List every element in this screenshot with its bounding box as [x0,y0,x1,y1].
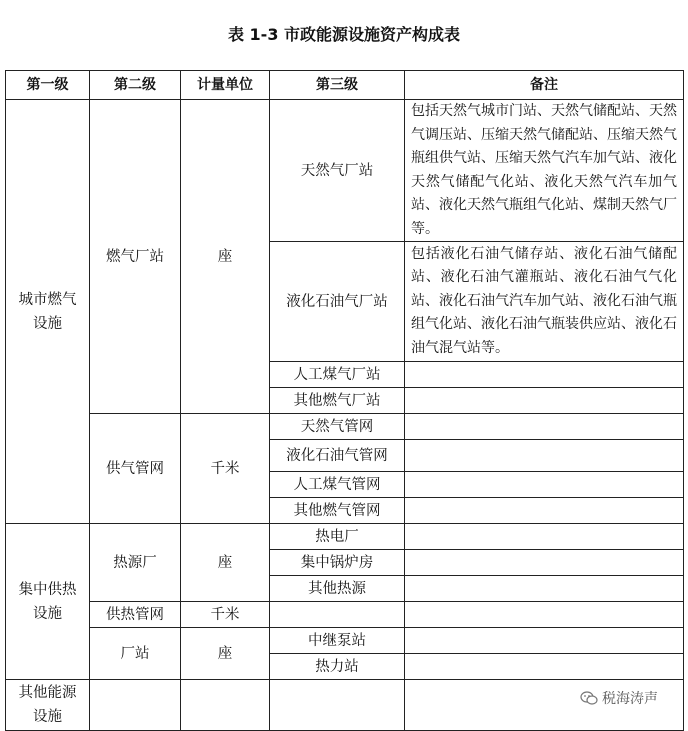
watermark [580,688,658,708]
watermark-text: 税海涛声 [602,691,658,707]
unit-empty [181,680,270,731]
level2-heat-pipe: 供热管网 [90,602,181,628]
level3-natural-gas-pipe: 天然气管网 [270,414,405,440]
unit-gas-plant: 座 [181,100,270,414]
note-empty [405,362,684,388]
level2-heat-source: 热源厂 [90,524,181,602]
note-empty [405,576,684,602]
unit-station: 座 [181,628,270,680]
unit-gas-pipe: 千米 [181,414,270,524]
header-level3: 第三级 [270,71,405,100]
table-row [6,524,684,550]
level1-other-energy: 其他能源设施 [6,680,90,731]
level2-gas-plant: 燃气厂站 [90,100,181,414]
note-empty [405,472,684,498]
level3-boiler: 集中锅炉房 [270,550,405,576]
level3-chp: 热电厂 [270,524,405,550]
level3-lpg-plant: 液化石油气厂站 [270,242,405,362]
note-empty [405,524,684,550]
note-lpg: 包括液化石油气储存站、液化石油气储配站、液化石油气灌瓶站、液化石油气气化站、液化石油气汽车加气站、液化石油气瓶组气化站、液化石油气瓶装供应站、液化石油气混气站等。 [405,242,684,362]
header-level2: 第二级 [90,71,181,100]
note-empty [405,440,684,472]
level3-other-gas-pipe: 其他燃气管网 [270,498,405,524]
table-row [6,602,684,628]
note-empty [405,414,684,440]
level3-other-heat: 其他热源 [270,576,405,602]
level3-empty [270,602,405,628]
level3-coal-gas-plant: 人工煤气厂站 [270,362,405,388]
level3-other-gas-plant: 其他燃气厂站 [270,388,405,414]
level2-empty [90,680,181,731]
table-row [6,100,684,242]
level3-coal-gas-pipe: 人工煤气管网 [270,472,405,498]
level1-heating: 集中供热设施 [6,524,90,680]
header-row [6,71,684,100]
wechat-icon [580,691,598,705]
header-level1: 第一级 [6,71,90,100]
note-empty [405,602,684,628]
unit-heat-pipe: 千米 [181,602,270,628]
note-empty [405,388,684,414]
note-empty [405,654,684,680]
unit-heat-source: 座 [181,524,270,602]
table-row [6,414,684,440]
level3-relay-pump: 中继泵站 [270,628,405,654]
header-note: 备注 [405,71,684,100]
table-title: 表 1-3 市政能源设施资产构成表 [227,25,461,44]
note-empty [405,628,684,654]
note-natural-gas: 包括天然气城市门站、天然气储配站、天然气调压站、压缩天然气储配站、压缩天然气瓶组供气站、压缩天然气汽车加气站、液化天然气储配气化站、液化天然气汽车加气站、液化天然气瓶组气化站、煤制天然气厂等。 [405,100,684,242]
level3-lpg-pipe: 液化石油气管网 [270,440,405,472]
asset-table [5,70,684,731]
level2-gas-pipe: 供气管网 [90,414,181,524]
level3-heat-station: 热力站 [270,654,405,680]
level2-station: 厂站 [90,628,181,680]
header-unit: 计量单位 [181,71,270,100]
level3-empty [270,680,405,731]
note-empty [405,498,684,524]
note-empty [405,550,684,576]
level3-natural-gas-plant: 天然气厂站 [270,100,405,242]
level1-gas: 城市燃气设施 [6,100,90,524]
table-row [6,628,684,654]
